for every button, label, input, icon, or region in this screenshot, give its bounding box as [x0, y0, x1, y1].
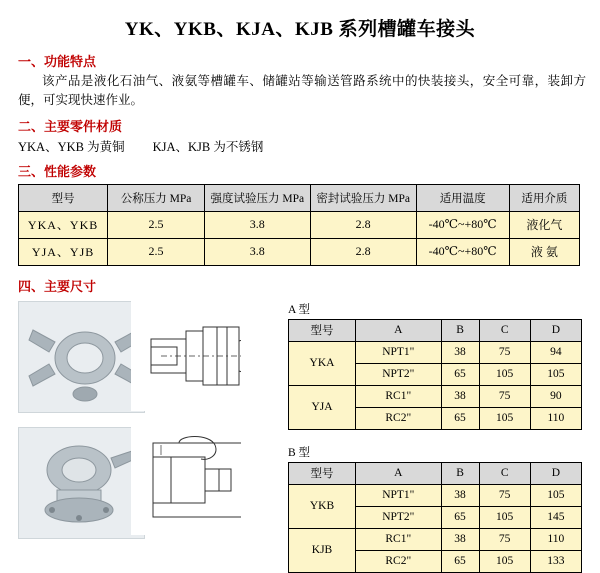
dim-b-header-c: C: [479, 462, 530, 484]
dim-b-cell-b: 65: [441, 550, 479, 572]
dim-b-cell-d: 133: [530, 550, 581, 572]
dim-b-cell-b: 38: [441, 484, 479, 506]
dim-a-cell-d: 110: [530, 407, 581, 429]
engineering-drawing-a: [131, 301, 241, 411]
material-text-a: YKA、YKB 为黄铜: [18, 139, 125, 154]
dim-table-a-label: A 型: [288, 303, 311, 316]
spec-cell-nominal: 2.5: [108, 238, 205, 265]
section-heading-dimensions: 四、主要尺寸: [18, 278, 97, 294]
table-header-row: [289, 319, 582, 341]
dim-a-cell-c: 75: [479, 385, 530, 407]
dim-a-cell-b: 38: [441, 341, 479, 363]
dim-a-cell-a: NPT1": [356, 341, 442, 363]
dim-a-cell-d: 105: [530, 363, 581, 385]
engineering-drawing-b: [131, 425, 241, 535]
section-heading-performance: 三、性能参数: [18, 163, 97, 179]
table-row: [289, 341, 582, 363]
spec-header-nominal-pressure: 公称压力 MPa: [108, 184, 205, 211]
spec-cell-nominal: 2.5: [108, 211, 205, 238]
spec-cell-seal: 2.8: [310, 238, 416, 265]
table-row: [289, 528, 582, 550]
features-paragraph: 该产品是液化石油气、液氨等槽罐车、储罐站等输送管路系统中的快装接头，安全可靠，装卸方便，可实现快速作业。: [18, 74, 586, 107]
dim-b-cell-model: YKB: [289, 484, 356, 528]
dim-b-header-d: D: [530, 462, 581, 484]
spec-cell-strength: 3.8: [204, 211, 310, 238]
dim-a-cell-model: YJA: [289, 385, 356, 429]
dim-a-header-c: C: [479, 319, 530, 341]
spec-header-seal-test: 密封试验压力 MPa: [310, 184, 416, 211]
dim-a-cell-a: RC1": [356, 385, 442, 407]
spec-cell-model: YKA、YKB: [19, 211, 108, 238]
page-title: YK、YKB、KJA、KJB 系列槽罐车接头: [124, 19, 476, 40]
spec-header-medium: 适用介质: [509, 184, 579, 211]
dim-b-cell-d: 110: [530, 528, 581, 550]
material-line: [18, 137, 600, 155]
product-photo-b: [18, 427, 145, 539]
dimension-tables-column: [288, 301, 584, 573]
dim-b-cell-a: NPT2": [356, 506, 442, 528]
dim-a-cell-a: RC2": [356, 407, 442, 429]
spec-cell-model: YJA、YJB: [19, 238, 108, 265]
dim-a-cell-a: NPT2": [356, 363, 442, 385]
table-header-row: [19, 184, 580, 211]
photo-a-graphic: [19, 302, 144, 412]
dim-b-cell-b: 38: [441, 528, 479, 550]
product-photo-a: [18, 301, 145, 413]
drawing-a-graphic: [131, 301, 241, 411]
dim-a-cell-c: 105: [479, 407, 530, 429]
dim-b-cell-b: 65: [441, 506, 479, 528]
spec-cell-medium: 液 氨: [509, 238, 579, 265]
section-heading-material: 二、主要零件材质: [18, 118, 123, 134]
dim-b-cell-a: RC2": [356, 550, 442, 572]
table-row: [289, 484, 582, 506]
spec-cell-temp: -40℃~+80℃: [416, 238, 509, 265]
dim-a-cell-model: YKA: [289, 341, 356, 385]
dim-b-cell-c: 105: [479, 550, 530, 572]
dim-a-cell-d: 90: [530, 385, 581, 407]
material-text-b: KJA、KJB 为不锈钢: [152, 139, 264, 154]
table-header-row: [289, 462, 582, 484]
performance-table: [18, 184, 580, 266]
table-row: [19, 238, 580, 265]
dim-b-cell-d: 145: [530, 506, 581, 528]
dim-a-cell-b: 38: [441, 385, 479, 407]
dim-b-cell-d: 105: [530, 484, 581, 506]
photo-b-graphic: [19, 428, 144, 538]
dim-a-cell-d: 94: [530, 341, 581, 363]
dim-b-header-model: 型号: [289, 462, 356, 484]
dimension-table-b: [288, 462, 582, 573]
dim-b-cell-a: NPT1": [356, 484, 442, 506]
dim-a-cell-b: 65: [441, 363, 479, 385]
table-row: [19, 211, 580, 238]
dim-b-cell-a: RC1": [356, 528, 442, 550]
spec-header-model: 型号: [19, 184, 108, 211]
photo-column: [18, 301, 145, 539]
spec-header-temperature: 适用温度: [416, 184, 509, 211]
dim-a-header-b: B: [441, 319, 479, 341]
spec-cell-temp: -40℃~+80℃: [416, 211, 509, 238]
dim-b-header-a: A: [356, 462, 442, 484]
dim-a-cell-c: 75: [479, 341, 530, 363]
spec-cell-seal: 2.8: [310, 211, 416, 238]
spec-cell-medium: 液化气: [509, 211, 579, 238]
section-heading-features: 一、功能特点: [18, 54, 97, 69]
dim-a-cell-c: 105: [479, 363, 530, 385]
table-spacer: [288, 430, 584, 444]
dimensions-area: [0, 301, 600, 567]
dim-b-cell-c: 75: [479, 484, 530, 506]
spec-cell-strength: 3.8: [204, 238, 310, 265]
dim-table-b-label: B 型: [288, 446, 311, 459]
spec-header-strength-test: 强度试验压力 MPa: [204, 184, 310, 211]
dim-a-cell-b: 65: [441, 407, 479, 429]
table-row: [289, 385, 582, 407]
dim-b-cell-c: 75: [479, 528, 530, 550]
dim-b-cell-c: 105: [479, 506, 530, 528]
dim-a-header-d: D: [530, 319, 581, 341]
dimension-table-a: [288, 319, 582, 430]
drawing-b-graphic: [131, 425, 241, 535]
dim-b-cell-model: KJB: [289, 528, 356, 572]
dim-a-header-model: 型号: [289, 319, 356, 341]
dim-b-header-b: B: [441, 462, 479, 484]
dim-a-header-a: A: [356, 319, 442, 341]
